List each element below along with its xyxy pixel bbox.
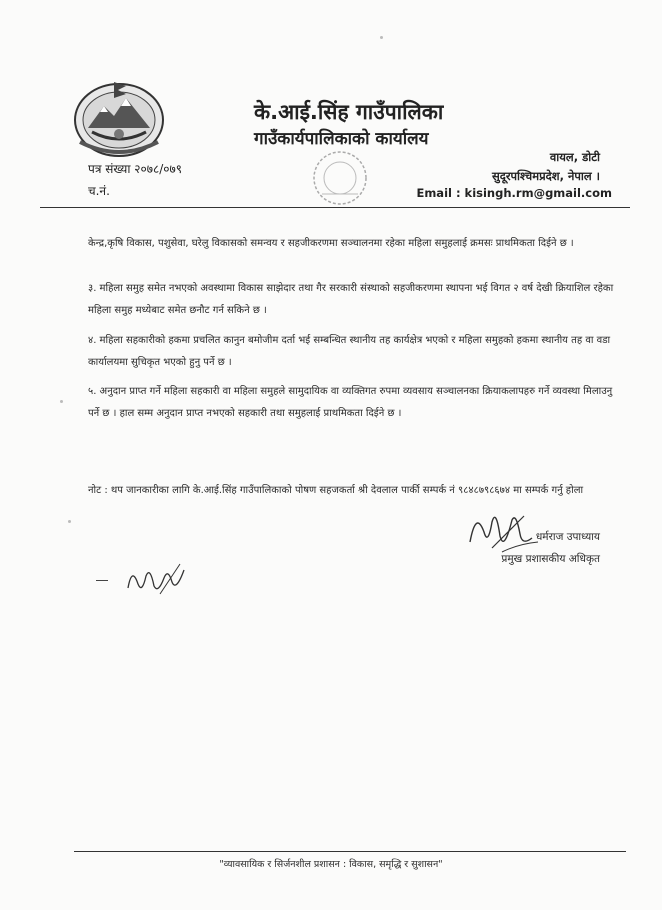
scan-speck <box>380 36 383 39</box>
reference-number: पत्र संख्या २०७८/०७९ <box>88 162 182 176</box>
header-divider <box>40 207 630 208</box>
paragraph-3: ४. महिला सहकारीको हकमा प्रचलित कानुन बमोजीम दर्ता भई सम्बन्धित स्थानीय तह कार्यक्षेत्र भएको र महिला समुहको हकमा स्थानीय तह वा वडा कार्यालयमा सुचिकृत भएको हुनु पर्ने छ । <box>88 335 611 368</box>
government-emblem-icon <box>70 76 168 162</box>
officer-name: धर्मराज उपाध्याय <box>535 531 600 543</box>
dispatch-number: च.नं. <box>88 184 110 198</box>
address-line-1: वायल, डोटी <box>549 150 600 164</box>
office-stamp-icon <box>300 148 380 210</box>
paragraph-1: केन्द्र,कृषि विकास, पशुसेवा, घरेलु विकासको समन्वय र सहजीकरणमा सञ्चालनमा रहेका महिला समुहलाई क्रमसः प्राथमिकता दिईने छ । <box>88 238 574 249</box>
contact-note: नोट : थप जानकारीका लागि के.आई.सिंह गाउँपालिकाको पोषण सहजकर्ता श्री देवलाल पार्की सम्पर्क नं ९८४८७९८६७४ मा सम्पर्क गर्नु होला <box>88 485 584 496</box>
paragraph-2: ३. महिला समुह समेत नभएको अवस्थामा विकास साझेदार तथा गैर सरकारी संस्थाको सहजीकरणमा स्थापना भई विगत २ वर्ष देखी क्रियाशिल रहेका महिला समुह मध्येबाट समेत छनौट गर्न सकिने छ । <box>88 283 614 316</box>
dash-mark <box>96 580 108 581</box>
footer-motto: "व्यावसायिक र सिर्जनशील प्रशासन : विकास, समृद्धि र सुशासन" <box>219 859 443 870</box>
scan-speck <box>68 520 71 523</box>
paragraph-4: ५. अनुदान प्राप्त गर्ने महिला सहकारी वा महिला समुहले सामुदायिक वा व्यक्तिगत रुपमा व्यवसाय सञ्चालनका क्रियाकलापहरु गर्ने व्यवस्था मिलाउनु पर्ने छ । हाल सम्म अनुदान प्राप्त नभएको सहकारी तथा समुहलाई प्राथमिकता दिईने छ । <box>88 386 613 419</box>
office-subtitle: गाउँकार्यपालिकाको कार्यालय <box>254 129 429 149</box>
scan-speck <box>60 400 63 403</box>
officer-designation: प्रमुख प्रशासकीय अधिकृत <box>501 553 600 565</box>
footer-divider <box>74 851 626 852</box>
municipality-title: के.आई.सिंह गाउँपालिका <box>254 100 444 124</box>
address-line-2: सुदूरपश्चिमप्रदेश, नेपाल । <box>491 169 600 183</box>
email-address: Email : kisingh.rm@gmail.com <box>416 186 612 200</box>
initials-signature-icon <box>124 558 194 598</box>
